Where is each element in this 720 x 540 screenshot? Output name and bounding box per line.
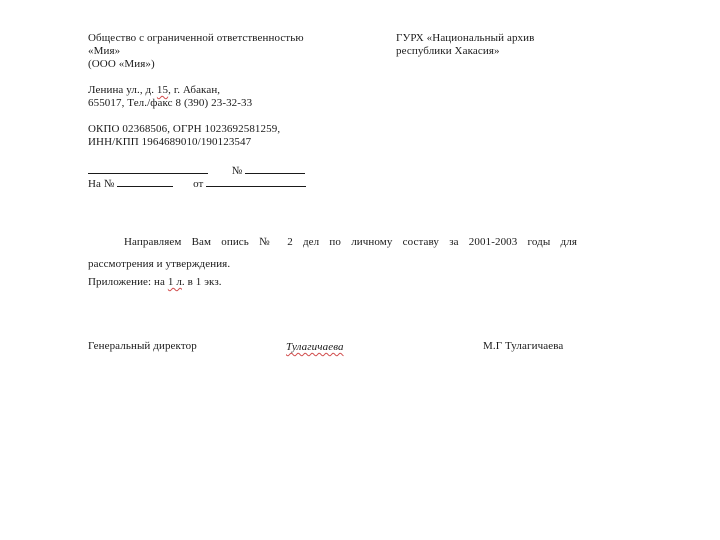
body-attachment-line <box>88 276 222 289</box>
sender-codes-line2: ИНН/КПП 1964689010/190123547 <box>88 136 252 148</box>
attachment-copies: . в 1 экз. <box>181 276 222 288</box>
body-paragraph-line1: Направляем Вам опись № 2 дел по личному составу за 2001-2003 годы для <box>124 236 577 248</box>
recipient-line1: ГУРХ «Национальный архив <box>396 32 535 44</box>
recipient-line2: республики Хакасия» <box>396 45 500 57</box>
reg-ref-date-blank <box>206 176 306 187</box>
sender-codes-line1: ОКПО 02368506, ОГРН 1023692581259, <box>88 123 281 135</box>
reg-date-blank <box>88 163 208 174</box>
reg-ref-number-blank <box>117 176 173 187</box>
sender-address-line2: 655017, Тел./факс 8 (390) 23-32-33 <box>88 97 253 109</box>
sender-org-line1: Общество с ограниченной ответственностью <box>88 32 304 44</box>
address-house-number: 15 <box>156 84 169 96</box>
signature-name: М.Г Тулагичаева <box>483 340 564 352</box>
signature-handwritten: Тулагичаева <box>286 341 344 353</box>
sender-org-line3: (ООО «Мия») <box>88 58 155 70</box>
reg-number-sign: № <box>231 165 243 177</box>
reg-ref-from: от <box>193 178 204 190</box>
sender-address-line1 <box>88 84 220 97</box>
address-street: Ленина ул., д. <box>88 84 157 96</box>
body-paragraph-line2: рассмотрения и утверждения. <box>88 258 231 270</box>
reg-number-blank <box>245 163 305 174</box>
reg-ref-prefix: На № <box>88 178 115 190</box>
address-city: , г. Абакан, <box>168 84 221 96</box>
attachment-prefix: Приложение: на <box>88 276 168 288</box>
reg-reference-line <box>88 176 306 191</box>
sender-org-line2: «Мия» <box>88 45 121 57</box>
attachment-pages: 1 л <box>167 276 182 288</box>
signature-position: Генеральный директор <box>88 340 197 352</box>
